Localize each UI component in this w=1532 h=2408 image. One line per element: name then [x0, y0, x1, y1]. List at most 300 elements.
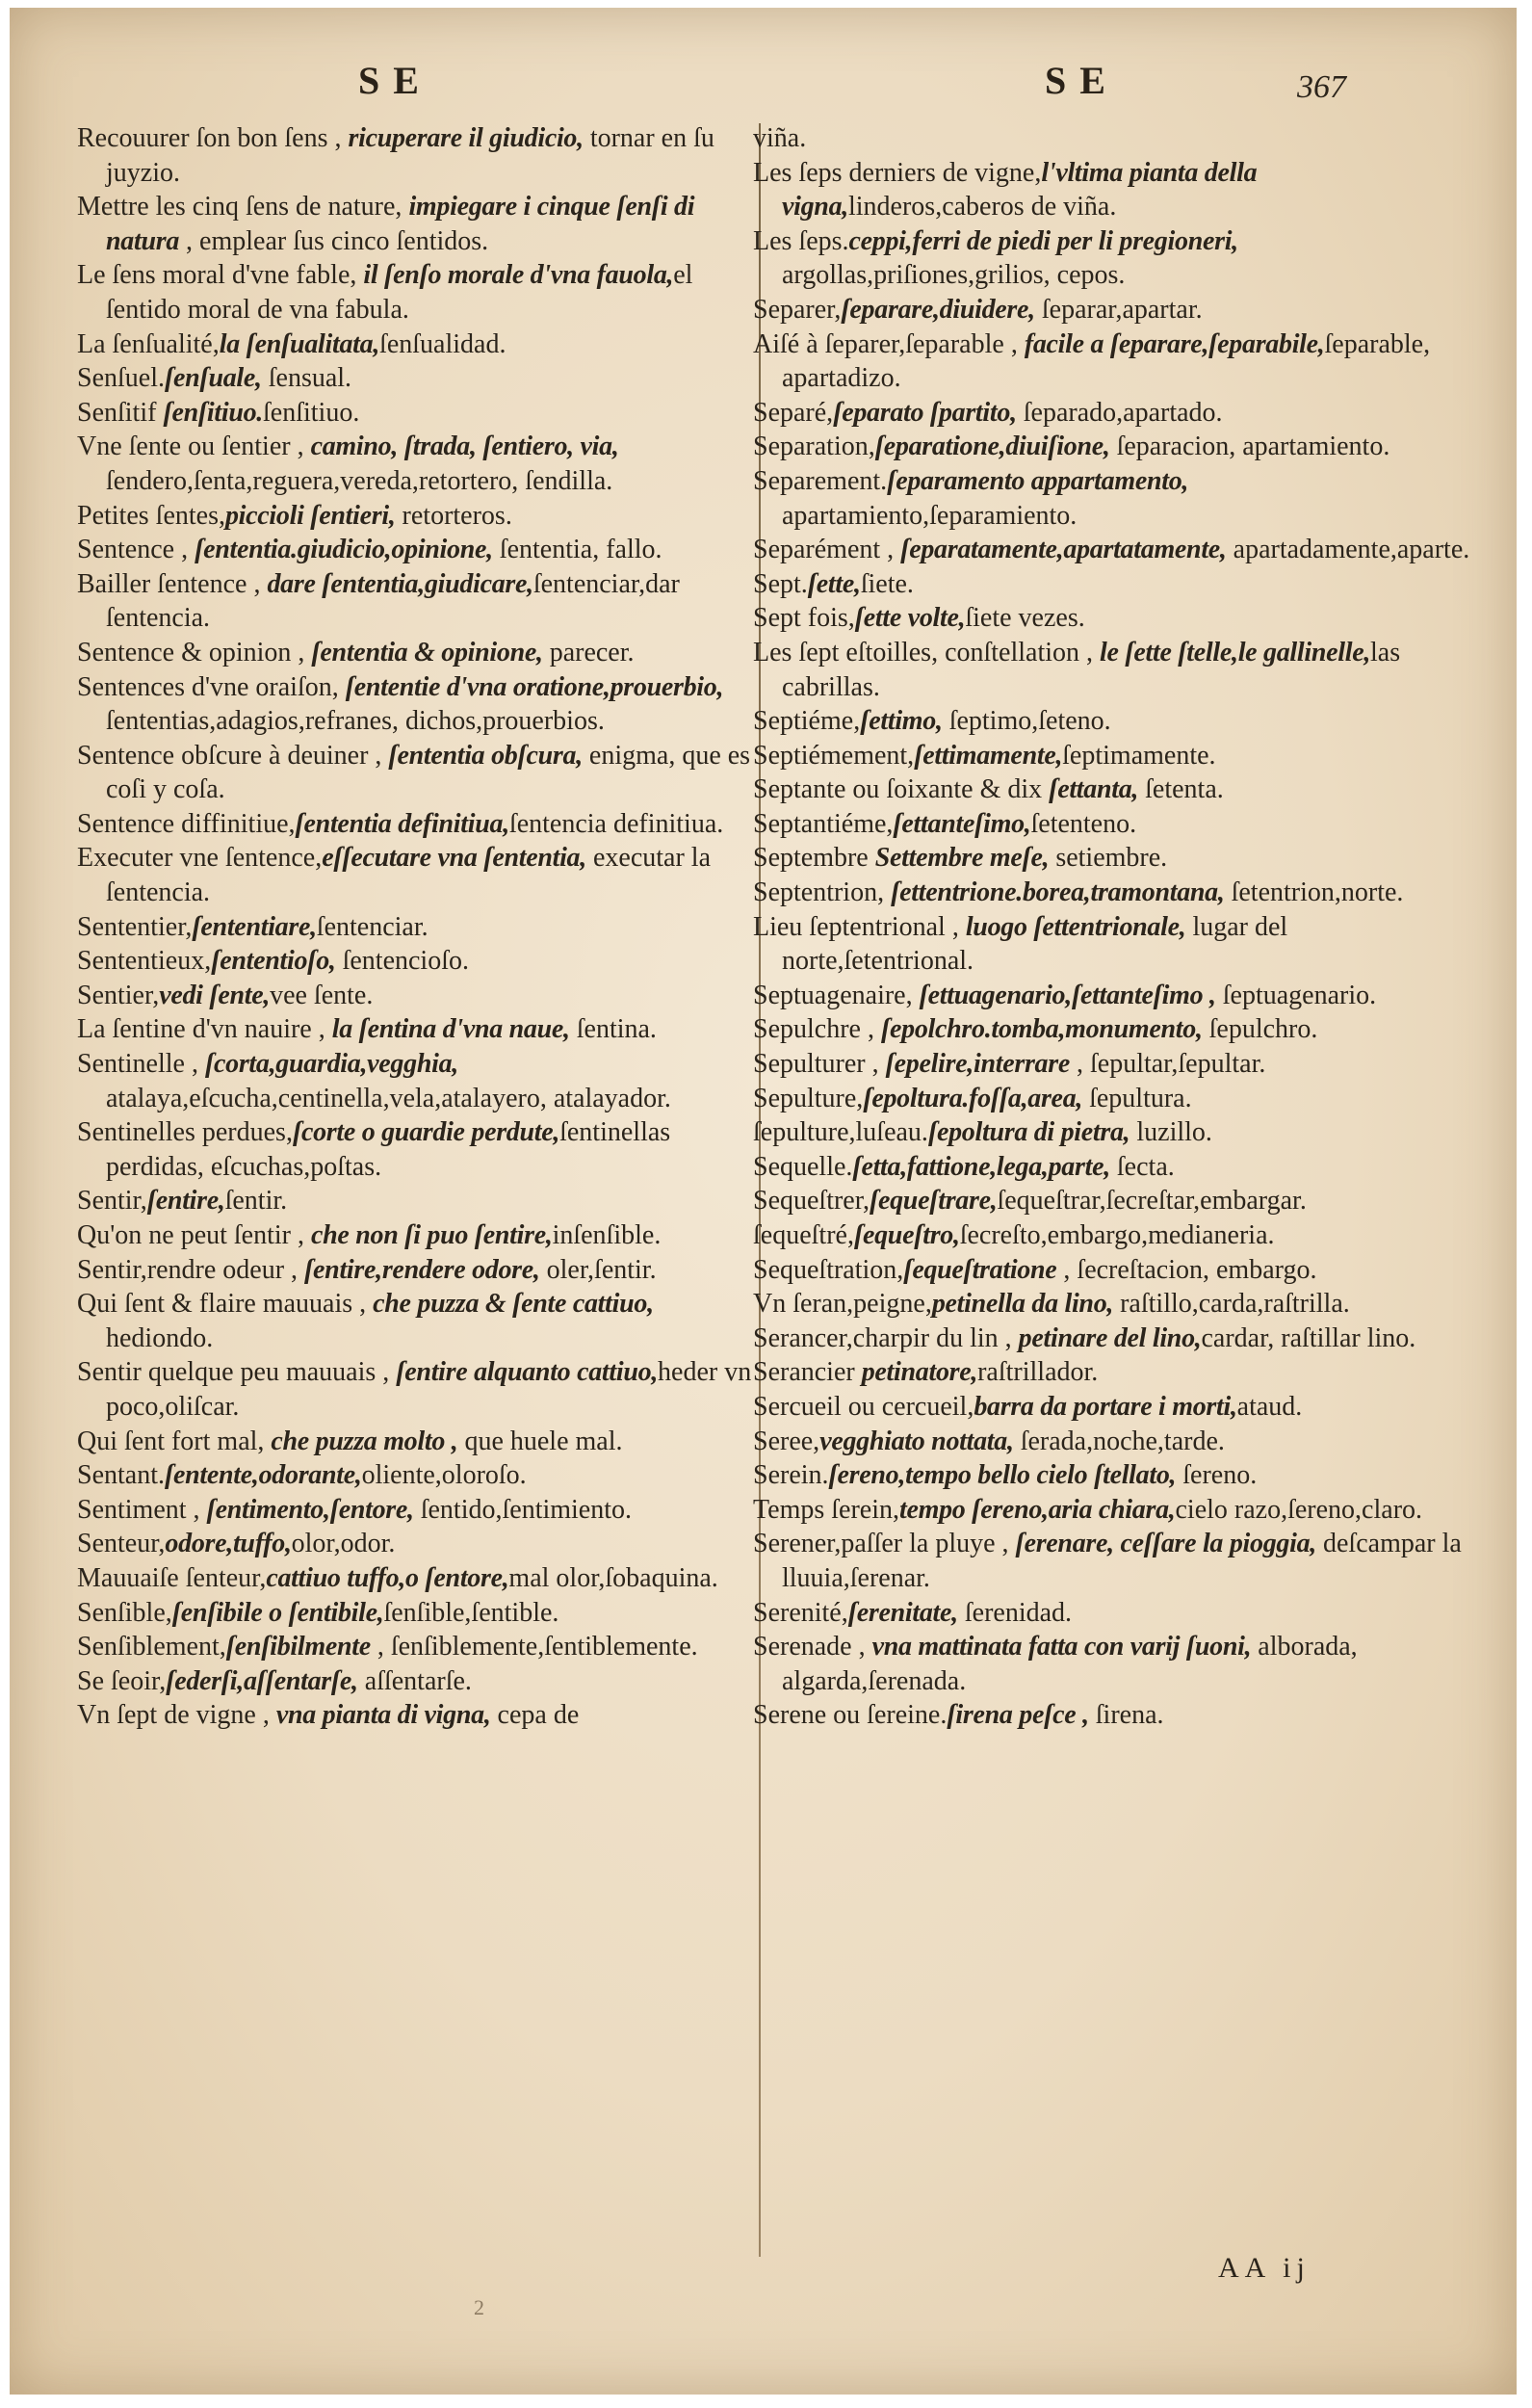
dictionary-entry [753, 533, 1470, 567]
dictionary-entry [753, 1218, 1470, 1253]
entry-french: Sepulturer , [753, 1049, 886, 1080]
entry-italian: ſententioſo, [211, 946, 336, 977]
entry-italian: vna pianta di vigna, [275, 1700, 491, 1731]
dictionary-entry [753, 772, 1470, 807]
entry-french: Sept. [753, 568, 808, 599]
entry-spanish: parecer. [542, 637, 635, 667]
entry-french: Sept fois, [753, 603, 855, 634]
entry-italian: ſenſuale, [165, 363, 262, 394]
entry-italian: ſcorta,guardia,vegghia, [204, 1049, 458, 1080]
dictionary-entry [77, 1184, 763, 1218]
entry-french: Sentence & opinion , [77, 637, 312, 667]
entry-spanish: atalaya,eſcucha,centinella,vela,atalayero, atalayador. [106, 1083, 671, 1113]
dictionary-entry [753, 1184, 1470, 1218]
entry-spanish: ſeparar,apartar. [1034, 294, 1203, 325]
entry-italian: vedi ſente, [159, 980, 271, 1010]
entry-spanish: setiembre. [1049, 843, 1168, 874]
entry-french: Sentant. [77, 1460, 165, 1491]
entry-spanish: ſentencioſo. [335, 946, 469, 977]
entry-french: Septiémement, [753, 740, 915, 771]
entry-french: Sententieux, [77, 946, 212, 977]
entry-italian: ſentente,odorante, [165, 1460, 362, 1491]
entry-spanish: ſiete. [860, 568, 914, 599]
entry-italian: ſettanteſimo, [893, 808, 1031, 839]
entry-italian: tempo ſereno,aria chiara, [899, 1494, 1176, 1525]
dictionary-entry [77, 670, 763, 739]
entry-french: Serenade , [753, 1632, 872, 1662]
dictionary-entry [753, 121, 1470, 156]
entry-french: La ſentine d'vn nauire , [77, 1014, 332, 1045]
entry-italian: ſequeſtro, [853, 1220, 960, 1250]
entry-french: Sepulchre , [753, 1014, 881, 1045]
dictionary-entry [753, 1012, 1470, 1047]
entry-french: Sentence diffinitiue, [77, 808, 296, 839]
entry-spanish: viña. [753, 123, 807, 153]
dictionary-entry [77, 979, 763, 1013]
entry-spanish: ſenſible,ſentible. [383, 1597, 559, 1628]
entry-spanish: ſentido,ſentimiento. [413, 1494, 633, 1525]
entry-italian: che puzza & ſente cattiuo, [373, 1289, 654, 1320]
dictionary-entry [753, 1458, 1470, 1493]
entry-french: Serener,paſſer la pluye , [753, 1529, 1016, 1559]
entry-french: Bailler ſentence , [77, 568, 268, 599]
entry-french: Serancer,charpir du lin , [753, 1322, 1019, 1353]
entry-french: Recouurer ſon bon ſens , [77, 123, 349, 153]
entry-french: Sentir quelque peu mauuais , [77, 1357, 397, 1388]
entry-french: Sequelle. [753, 1151, 853, 1182]
entry-spanish: , ſenſiblemente,ſentiblemente. [370, 1632, 698, 1662]
entry-french: Sententier, [77, 911, 193, 942]
entry-italian: petinatore, [861, 1357, 978, 1388]
entry-italian: facile a ſeparare,ſeparabile, [1024, 328, 1325, 359]
entry-french: Seree, [753, 1426, 820, 1456]
entry-spanish: que huele mal. [457, 1426, 623, 1456]
entry-italian: ſententia obſcura, [388, 740, 583, 771]
entry-spanish: lugar del norte,ſetentrional. [782, 911, 1288, 977]
entry-spanish: oliente,oloroſo. [361, 1460, 527, 1491]
entry-italian: che non ſi puo ſentire, [311, 1220, 553, 1250]
entry-italian: ſettuagenario,ſettanteſimo , [919, 980, 1216, 1010]
entry-italian: ſeparatione,diuiſione, [874, 432, 1110, 462]
dictionary-entry [753, 704, 1470, 739]
entry-italian: ſenſitiuo. [163, 397, 264, 428]
entry-french: La ſenſualité, [77, 328, 220, 359]
entry-spanish: argollas,priſiones,grilios, cepos. [782, 260, 1126, 291]
entry-french: Vn ſeran,peigne, [753, 1289, 932, 1320]
entry-french: Qui ſent & flaire mauuais , [77, 1289, 374, 1320]
entry-french: Sentier, [77, 980, 160, 1010]
entry-italian: ſenſibile o ſentibile, [171, 1597, 384, 1628]
entry-italian: luogo ſettentrionale, [965, 911, 1186, 942]
entry-spanish: ſendero,ſenta,reguera,vereda,retortero, ſendilla. [106, 465, 613, 496]
entry-italian: ſepolchro.tomba,monumento, [880, 1014, 1203, 1045]
entry-french: Separement. [753, 465, 888, 496]
dictionary-entry [753, 1082, 1470, 1116]
dictionary-page [10, 8, 1517, 2395]
entry-french: Qu'on ne peut ſentir , [77, 1220, 311, 1250]
entry-spanish: ſerenidad. [957, 1597, 1073, 1628]
entry-french: Senteur, [77, 1529, 166, 1559]
entry-italian: l'vltima pianta della vigna, [782, 157, 1258, 222]
dictionary-entry [77, 430, 763, 498]
entry-italian: ſeparare,diuidere, [841, 294, 1035, 325]
entry-italian: odore,tuffo, [165, 1529, 292, 1559]
entry-french: Se ſeoir, [77, 1665, 167, 1696]
entry-italian: ſepoltura.foſſa,area, [863, 1083, 1083, 1113]
dictionary-entry [753, 156, 1470, 224]
dictionary-entry [753, 1150, 1470, 1185]
entry-spanish: ſecta. [1109, 1151, 1175, 1182]
entry-spanish: ſetentrion,norte. [1224, 877, 1404, 908]
entry-french: Temps ſerein, [753, 1494, 899, 1525]
entry-spanish: ſentenciar. [316, 911, 428, 942]
dictionary-entry [77, 190, 763, 258]
entry-spanish: ſententia, fallo. [492, 535, 662, 565]
dictionary-entry [753, 1253, 1470, 1288]
entry-french: Sequeſtrer, [753, 1186, 870, 1217]
entry-italian: ſette volte, [854, 603, 966, 634]
entry-spanish: ſeptimo,ſeteno. [942, 706, 1111, 737]
entry-spanish: ſenſualidad. [379, 328, 506, 359]
dictionary-entry [77, 841, 763, 909]
dictionary-entry [753, 1527, 1470, 1595]
entry-italian: ſeparamento appartamento, [887, 465, 1189, 496]
entry-spanish: ſepultura. [1082, 1083, 1192, 1113]
entry-french: Septentrion, [753, 877, 892, 908]
entry-french: Senſiblement, [77, 1632, 226, 1662]
entry-spanish: ſenſitiuo. [263, 397, 360, 428]
entry-spanish: raſtrillador. [977, 1357, 1099, 1388]
entry-french: Serene ou ſereine. [753, 1700, 948, 1731]
entry-spanish: apartadamente,aparte. [1226, 535, 1470, 565]
entry-french: Septembre [753, 843, 875, 874]
entry-spanish: aſſentarſe. [357, 1665, 472, 1696]
entry-italian: ſcorte o guardie perdute, [292, 1117, 560, 1148]
entry-spanish: ſentir. [224, 1186, 288, 1217]
entry-french: Les ſept eſtoilles, conſtellation , [753, 637, 1101, 667]
entry-italian: ſettimamente, [914, 740, 1063, 771]
entry-french: Sepulture, [753, 1083, 864, 1113]
dictionary-entry [753, 636, 1470, 704]
entry-italian: la ſenſualitata, [219, 328, 380, 359]
entry-italian: ſenſibilmente [225, 1632, 371, 1662]
entry-spanish: ſerada,noche,tarde. [1013, 1426, 1225, 1456]
entry-spanish: oler,ſentir. [539, 1254, 657, 1285]
entry-italian: Settembre meſe, [874, 843, 1050, 874]
entry-italian: ſententia definitiua, [295, 808, 509, 839]
entry-spanish: el ſentido moral de vna fabula. [106, 260, 693, 325]
entry-french: Serancier [753, 1357, 862, 1388]
entry-french: Vne ſente ou ſentier , [77, 432, 311, 462]
entry-french: Mauuaiſe ſenteur, [77, 1562, 267, 1593]
entry-spanish: ſepulchro. [1202, 1014, 1318, 1045]
entry-spanish: cepa de [490, 1700, 580, 1731]
left-column [77, 121, 763, 1733]
dictionary-entry [753, 1390, 1470, 1425]
entry-french: Separément , [753, 535, 901, 565]
entry-spanish: mal olor,ſobaquina. [508, 1562, 718, 1593]
right-column [753, 121, 1470, 1733]
dictionary-entry [753, 1355, 1470, 1390]
entry-french: Sentir, [77, 1186, 147, 1217]
entry-french: Sentinelle , [77, 1049, 205, 1080]
entry-italian: ſentire,rendere odore, [304, 1254, 540, 1285]
entry-spanish: ſensual. [261, 363, 352, 394]
entry-italian: eſſecutare vna ſententia, [322, 843, 586, 874]
dictionary-entry [77, 1561, 763, 1596]
dictionary-entry [77, 1012, 763, 1047]
dictionary-entry [753, 910, 1470, 979]
entry-spanish: heder vn poco,oliſcar. [106, 1357, 752, 1422]
entry-french: Les ſeps derniers de vigne, [753, 157, 1042, 188]
entry-spanish: ſententias,adagios,refranes, dichos,prouerbios. [106, 706, 605, 737]
entry-italian: ſententia.giudicio,opinione, [195, 535, 493, 565]
entry-italian: ſettanta, [1049, 774, 1139, 805]
entry-italian: ceppi,ferri de piedi per li pregioneri, [848, 225, 1238, 256]
entry-french: ſequeſtré, [753, 1220, 854, 1250]
dictionary-entry [77, 361, 763, 396]
entry-spanish: ſiete vezes. [965, 603, 1085, 634]
dictionary-entry [77, 636, 763, 670]
dictionary-entry [753, 1047, 1470, 1082]
entry-french: Sequeſtration, [753, 1254, 904, 1285]
running-head-left: SE [358, 59, 432, 102]
entry-italian: petinella da lino, [931, 1289, 1114, 1320]
entry-italian: ſereno,tempo bello cielo ſtellato, [828, 1460, 1177, 1491]
entry-french: Separé, [753, 397, 834, 428]
entry-spanish: cardar, raſtillar lino. [1201, 1322, 1416, 1353]
entry-french: Sercueil ou cercueil, [753, 1391, 974, 1422]
entry-spanish: ſentinellas perdidas, eſcuchas,poſtas. [106, 1117, 671, 1182]
entry-italian: ſententia & opinione, [311, 637, 543, 667]
entry-italian: ſederſi,aſſentarſe, [166, 1665, 358, 1696]
entry-french: Mettre les cinq ſens de nature, [77, 192, 409, 222]
dictionary-entry [753, 1322, 1470, 1356]
entry-italian: ſententiare, [192, 911, 317, 942]
entry-french: Senſible, [77, 1597, 172, 1628]
entry-spanish: ſetenteno. [1030, 808, 1137, 839]
entry-spanish: , ſecreſtacion, embargo. [1056, 1254, 1317, 1285]
dictionary-entry [77, 499, 763, 534]
entry-italian: ſette, [807, 568, 861, 599]
dictionary-entry [77, 396, 763, 431]
entry-spanish: ſeparado,apartado. [1016, 397, 1223, 428]
entry-italian: ſettimo, [860, 706, 943, 737]
dictionary-entry [77, 1596, 763, 1631]
entry-french: Sentir,rendre odeur , [77, 1254, 305, 1285]
entry-spanish: ſereno. [1176, 1460, 1258, 1491]
entry-french: Separer, [753, 294, 842, 325]
dictionary-entry [753, 1287, 1470, 1322]
entry-italian: ſettentrione.borea,tramontana, [891, 877, 1225, 908]
dictionary-entry [753, 876, 1470, 910]
dictionary-entry [77, 327, 763, 362]
entry-italian: impiegare i cinque ſenſi di natura [106, 192, 695, 256]
entry-french: Septiéme, [753, 706, 861, 737]
dictionary-entry [77, 258, 763, 327]
entry-spanish: deſcampar la lluuia,ſerenar. [782, 1529, 1462, 1593]
entry-italian: il ſenſo morale d'vna fauola, [363, 260, 674, 291]
entry-spanish: ſeparable, apartadizo. [782, 328, 1431, 394]
entry-italian: ſepelire,interrare [885, 1049, 1070, 1080]
entry-italian: ſerenitate, [847, 1597, 958, 1628]
entry-french: Qui ſent fort mal, [77, 1426, 272, 1456]
dictionary-entry [77, 1047, 763, 1115]
dictionary-entry [753, 567, 1470, 602]
entry-spanish: olor,odor. [291, 1529, 396, 1559]
entry-spanish: ſirena. [1088, 1700, 1164, 1731]
dictionary-entry [77, 1115, 763, 1184]
entry-spanish: ſeptuagenario. [1215, 980, 1377, 1010]
dictionary-entry [753, 1698, 1470, 1733]
dictionary-entry [77, 1630, 763, 1664]
entry-italian: ſentimento,ſentore, [206, 1494, 414, 1525]
entry-italian: ſententie d'vna oratione,prouerbio, [345, 671, 724, 702]
entry-french: Septuagenaire, [753, 980, 920, 1010]
dictionary-entry [753, 1630, 1470, 1698]
dictionary-entry [77, 1458, 763, 1493]
dictionary-entry [77, 1527, 763, 1561]
entry-italian: che puzza molto , [271, 1426, 458, 1456]
dictionary-entry [753, 979, 1470, 1013]
entry-italian: petinare del lino, [1018, 1322, 1202, 1353]
entry-spanish: ſentencia definitiua. [508, 808, 724, 839]
dictionary-entry [753, 464, 1470, 533]
dictionary-entry [77, 910, 763, 945]
entry-french: Senſuel. [77, 363, 165, 394]
entry-french: Sentence , [77, 535, 195, 565]
bottom-mark: 2 [474, 2295, 484, 2319]
dictionary-entry [77, 533, 763, 567]
entry-italian: ſequeſtrare, [869, 1186, 998, 1217]
entry-italian: cattiuo tuffo,o ſentore, [266, 1562, 509, 1593]
entry-spanish: cielo razo,ſereno,claro. [1175, 1494, 1423, 1525]
dictionary-entry [753, 1425, 1470, 1459]
entry-italian: camino, ſtrada, ſentiero, via, [310, 432, 619, 462]
entry-italian: vegghiato nottata, [819, 1426, 1014, 1456]
entry-spanish: raſtillo,carda,raſtrilla. [1113, 1289, 1350, 1320]
entry-spanish: , ſepultar,ſepultar. [1069, 1049, 1266, 1080]
dictionary-entry [753, 841, 1470, 876]
dictionary-entry [753, 396, 1470, 431]
entry-french: Septantiéme, [753, 808, 894, 839]
entry-italian: ſirena peſce , [947, 1700, 1089, 1731]
entry-italian: ſepoltura di pietra, [927, 1117, 1130, 1148]
entry-french: Sentiment , [77, 1494, 207, 1525]
dictionary-entry [77, 1253, 763, 1288]
entry-spanish: ſecreſto,embargo,medianeria. [959, 1220, 1275, 1250]
dictionary-entry [753, 807, 1470, 842]
entry-spanish: linderos,caberos de viña. [847, 192, 1117, 222]
entry-spanish: inſenſible. [552, 1220, 662, 1250]
entry-italian: vna mattinata fatta con varij ſuoni, [871, 1632, 1252, 1662]
dictionary-entry [753, 739, 1470, 773]
dictionary-entry [753, 1596, 1470, 1631]
entry-spanish: apartamiento,ſeparamiento. [782, 500, 1078, 531]
dictionary-entry [753, 601, 1470, 636]
entry-spanish: alborada, algarda,ſerenada. [782, 1632, 1358, 1696]
entry-spanish: , emplear ſus cinco ſentidos. [179, 225, 489, 256]
entry-italian: dare ſententia,giudicare, [267, 568, 533, 599]
entry-spanish: enigma, que es coſi y coſa. [106, 740, 751, 805]
dictionary-entry [753, 293, 1470, 327]
entry-italian: ſentire alquanto cattiuo, [396, 1357, 659, 1388]
signature-mark: AA ij [1218, 2252, 1311, 2284]
dictionary-entry [77, 1493, 763, 1528]
entry-spanish: executar la ſentencia. [106, 843, 711, 908]
entry-italian: barra da portare i morti, [974, 1391, 1237, 1422]
entry-french: Senſitif [77, 397, 164, 428]
entry-spanish: luzillo. [1130, 1117, 1212, 1148]
entry-spanish: retorteros. [395, 500, 512, 531]
entry-italian: ſentire, [146, 1186, 225, 1217]
entry-spanish: ſentina. [569, 1014, 657, 1045]
entry-french: Executer vne ſentence, [77, 843, 323, 874]
dictionary-entry [77, 1664, 763, 1699]
entry-spanish: ataud. [1236, 1391, 1303, 1422]
dictionary-entry [77, 1355, 763, 1424]
entry-spanish: las cabrillas. [782, 637, 1401, 702]
entry-italian: piccioli ſentieri, [224, 500, 396, 531]
dictionary-entry [753, 327, 1470, 396]
entry-french: Lieu ſeptentrional , [753, 911, 966, 942]
entry-italian: la ſentina d'vna naue, [331, 1014, 570, 1045]
dictionary-entry [753, 224, 1470, 293]
entry-italian: ſeparatamente,apartatamente, [900, 535, 1227, 565]
entry-french: Separation, [753, 432, 875, 462]
entry-french: Le ſens moral d'vne fable, [77, 260, 364, 291]
page-number: 367 [1297, 69, 1346, 105]
entry-spanish: hediondo. [106, 1322, 214, 1353]
entry-french: Sentences d'vne oraiſon, [77, 671, 346, 702]
dictionary-entry [753, 430, 1470, 464]
entry-french: Les ſeps. [753, 225, 849, 256]
dictionary-entry [77, 739, 763, 807]
entry-italian: le ſette ſtelle,le gallinelle, [1100, 637, 1371, 667]
dictionary-entry [77, 567, 763, 636]
dictionary-entry [753, 1115, 1470, 1150]
entry-spanish: ſeptimamente. [1062, 740, 1216, 771]
entry-spanish: ſentenciar,dar ſentencia. [106, 568, 680, 634]
dictionary-entry [753, 1493, 1470, 1528]
entry-french: Aiſé à ſeparer,ſeparable , [753, 328, 1025, 359]
entry-italian: ſerenare, ceſſare la pioggia, [1015, 1529, 1316, 1559]
entry-italian: ſeparato ſpartito, [833, 397, 1017, 428]
entry-italian: ſequeſtratione [903, 1254, 1057, 1285]
dictionary-entry [77, 121, 763, 190]
dictionary-entry [77, 807, 763, 842]
entry-spanish: ſeparacion, apartamiento. [1109, 432, 1390, 462]
entry-french: Serein. [753, 1460, 829, 1491]
dictionary-entry [77, 1425, 763, 1459]
dictionary-entry [77, 1218, 763, 1253]
entry-italian: ſetta,fattione,lega,parte, [852, 1151, 1110, 1182]
entry-italian: ricuperare il giudicio, [348, 123, 584, 153]
dictionary-entry [77, 944, 763, 979]
entry-french: ſepulture,luſeau. [753, 1117, 928, 1148]
entry-french: Vn ſept de vigne , [77, 1700, 276, 1731]
dictionary-entry [77, 1287, 763, 1355]
entry-french: Septante ou ſoixante & dix [753, 774, 1050, 805]
entry-spanish: ſequeſtrar,ſecreſtar,embargar. [997, 1186, 1307, 1217]
entry-french: Sentinelles perdues, [77, 1117, 293, 1148]
entry-french: Sentence obſcure à deuiner , [77, 740, 389, 771]
running-head-right: SE [1045, 59, 1119, 102]
entry-french: Serenité, [753, 1597, 848, 1628]
entry-spanish: tornar en ſu juyzio. [106, 123, 714, 188]
entry-spanish: ſetenta. [1138, 774, 1224, 805]
entry-spanish: vee ſente. [270, 980, 374, 1010]
